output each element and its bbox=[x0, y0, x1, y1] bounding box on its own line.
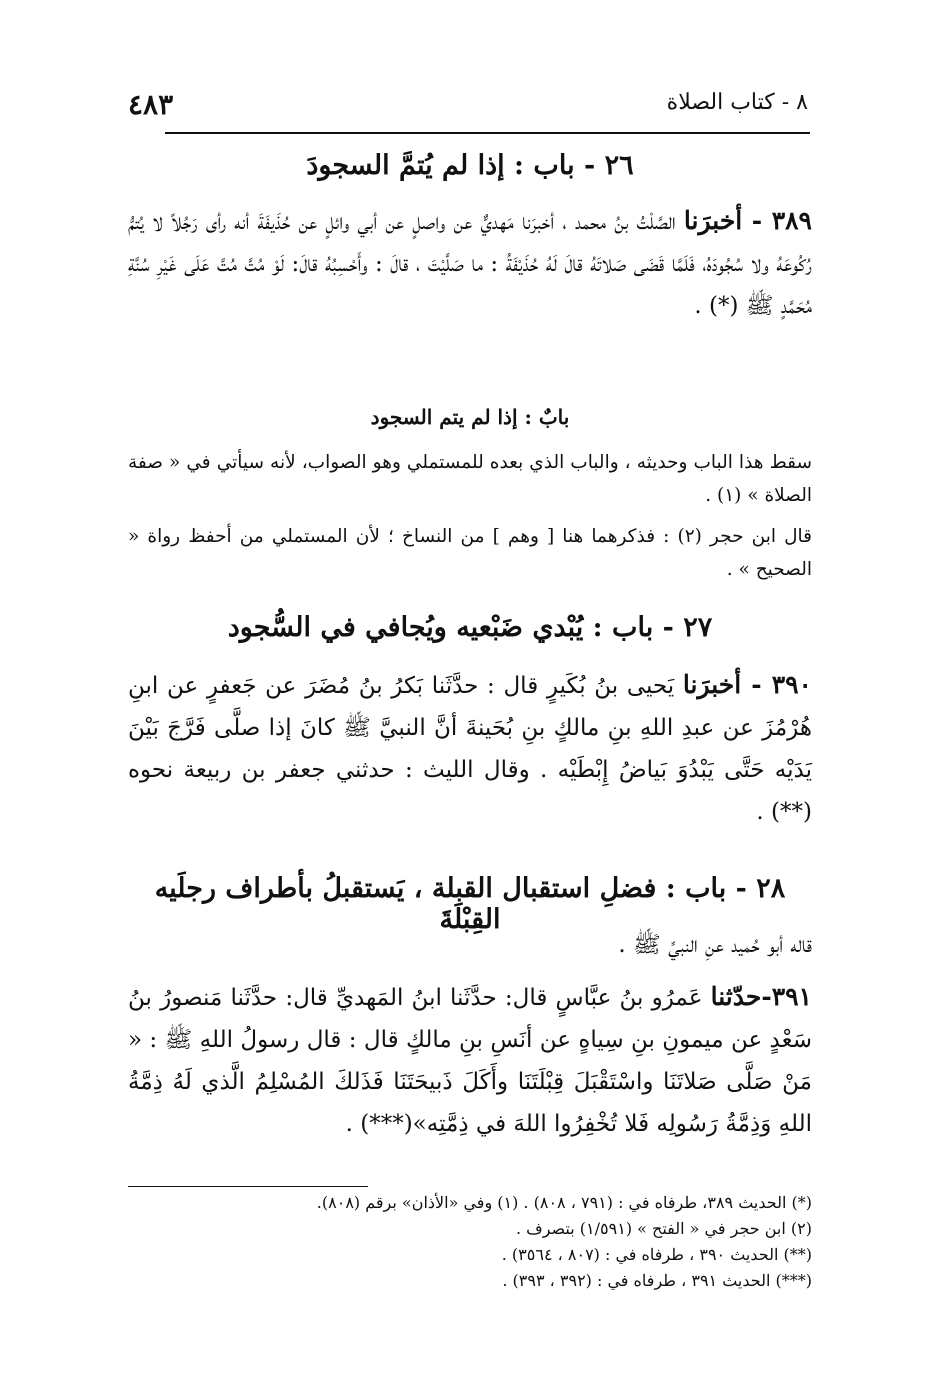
hadith-391 bbox=[128, 976, 812, 1145]
chapter-28-note: قاله أبو حُميد عنِ النبيِّ ﷺ . bbox=[618, 932, 812, 958]
footnote-3: (**) الحديث ٣٩٠ ، طرفاه في : (٨٠٧ ، ٣٥٦٤) . bbox=[501, 1245, 812, 1264]
footnote-2: (٢) ابن حجر في « الفتح » (١/٥٩١) بتصرف . bbox=[515, 1219, 812, 1238]
page-header bbox=[128, 88, 808, 128]
hadith-389-text: الصَّلْتُ بنُ محمد ، أخبرَنا مَهديٌّ عن واصلٍ عن أبي وائلٍ عن حُذَيفَةَ أنه رأى رَجُلاً لا يُتمُّ رُكُوعَهُ ولا سُجُودَهُ، فَلَمَّا قَضَى صَلاتَهُ قالَ لَهُ حُذَيْفَةُ : ما صَلَّيْتَ ، قالَ : وأَحْسِبُهُ قالَ: لَوْ مُتَّ مُتَّ عَلَى غَيْرِ سُنَّةِ مُحَمَّدٍ ﷺ (*) . bbox=[128, 209, 812, 319]
footnote-rule bbox=[128, 1186, 368, 1187]
page-number: ٤٨٣ bbox=[128, 88, 174, 121]
hadith-390-lead: ٣٩٠ - أخبرَنا bbox=[682, 670, 812, 699]
hadith-390 bbox=[128, 664, 812, 833]
sub-chapter-title: بابٌ : إذا لم يتم السجود bbox=[370, 405, 570, 429]
chapter-26-title: ٢٦ - باب : إذا لم يُتمَّ السجودَ bbox=[306, 150, 634, 181]
footnote-4: (***) الحديث ٣٩١ ، طرفاه في : (٣٩٢ ، ٣٩٣) . bbox=[502, 1271, 812, 1290]
running-title: ٨ - كتاب الصلاة bbox=[666, 90, 808, 115]
hadith-389 bbox=[128, 200, 812, 327]
hadith-391-lead: ٣٩١-حدّثنا bbox=[710, 982, 812, 1011]
header-rule bbox=[165, 132, 810, 134]
footnote-1: (*) الحديث ٣٨٩، طرفاه في : (٧٩١ ، ٨٠٨) . (١) وفي «الأذان» برقم (٨٠٨). bbox=[316, 1193, 812, 1212]
chapter-28-title: ٢٨ - باب : فضلِ استقبال القبلة ، يَستقبلُ بأطراف رجلَيه القِبْلَةَ bbox=[154, 873, 786, 935]
hadith-389-lead: ٣٨٩ - أخبرَنا bbox=[683, 206, 812, 235]
hadith-391-text: عَمرُو بنُ عبَّاسٍ قال: حدَّثَنا ابنُ المَهديِّ قال: حدَّثَنا مَنصورُ بنُ سَعْدٍ عن ميمونِ بنِ سِياهٍ عن أنَسِ بنِ مالكٍ قال : قال رسولُ اللهِ ﷺ : « مَنْ صَلَّى صَلاتَنَا واسْتَقْبَلَ قِبْلَتَنَا وأَكَلَ ذَبيحَتَنَا فَذَلكَ المُسْلِمُ الَّذي لَهُ ذِمَّةُ اللهِ وَذِمَّةُ رَسُولِه فَلا تُخْفِرُوا اللهَ في ذِمَّتِه»(***) . bbox=[128, 985, 812, 1137]
chapter-27-title: ٢٧ - باب : يُبْدي ضَبْعيه ويُجافي في السُّجود bbox=[227, 612, 713, 643]
editor-note-1: سقط هذا الباب وحديثه ، والباب الذي بعده للمستملي وهو الصواب، لأنه سيأتي في « صفة الصلاة » (١) . bbox=[128, 452, 812, 506]
hadith-390-text: يَحيى بنُ بُكَيرٍ قال : حدَّثَنا بَكرُ بنُ مُضَرَ عن جَعفرٍ عن ابنِ هُرْمُزَ عن عبدِ اللهِ بنِ مالكٍ بنِ بُحَينةَ أنَّ النبيَّ ﷺ كانَ إذا صلَّى فَرَّجَ بَيْنَ يَدَيْه حَتَّى يَبْدُوَ بَياضُ إِبْطَيْه . وقال الليث : حدثني جعفر بن ربيعة نحوه (**) . bbox=[128, 673, 812, 825]
editor-note-2: قال ابن حجر (٢) : فذكرهما هنا [ وهم ] من النساخ ؛ لأن المستملي من أحفظ رواة « الصحيح » . bbox=[128, 526, 813, 580]
